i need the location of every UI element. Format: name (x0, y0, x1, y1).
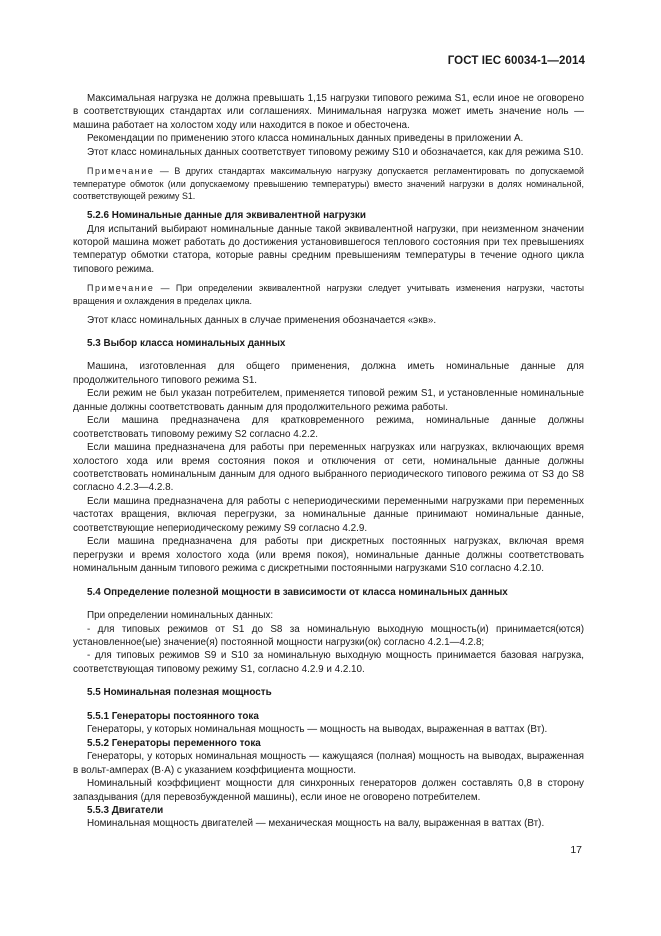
page-content (73, 92, 584, 831)
section-heading: 5.3 Выбор класса номинальных данных (87, 337, 286, 349)
note (73, 282, 584, 307)
paragraph: Этот класс номинальных данных в случае применения обозначается «экв». (87, 314, 437, 326)
paragraph: Номинальный коэффициент мощности для синхронных генераторов должен составлять 0,8 в сторону запаздывания (для перевозбужденной машины), если иное не оговорено потребителем. (73, 778, 584, 803)
note-label: Примечание (87, 166, 155, 177)
note-text: — В других стандартах максимальную нагрузку допускается регламентировать по допускаемой температуре обмоток (или допускаемому превышению температуры) вместо значений нагрузки в долях номинальной, соответствующей режиму S1. (73, 166, 584, 202)
section-heading: 5.2.6 Номинальные данные для эквивалентной нагрузки (87, 210, 366, 222)
document-header: ГОСТ IEC 60034-1—2014 (447, 55, 585, 67)
paragraph: Если машина предназначена для работы с непериодическими переменными нагрузками при переменных частотах вращения, включая перегрузки, за номинальные данные принимают номинальные данные, соответствующие непериодическому режиму S9 согласно 4.2.9. (73, 495, 584, 534)
paragraph: Этот класс номинальных данных соответствует типовому режиму S10 и обозначается, как для режима S10. (87, 146, 584, 158)
paragraph: Рекомендации по применению этого класса номинальных данных приведены в приложении А. (87, 133, 524, 145)
subsection-heading: 5.5.2 Генераторы переменного тока (87, 737, 261, 749)
paragraph: Машина, изготовленная для общего применения, должна иметь номинальные данные для продолжительного типового режима S1. (73, 361, 584, 386)
list-item: - для типовых режимов от S1 до S8 за номинальную выходную мощность(и) принимается(ются) установленное(ые) значение(я) постоянной мощности нагрузки(ок) согласно 4.2.1—4.2.8; (73, 623, 584, 649)
paragraph: Максимальная нагрузка не должна превышать 1,15 нагрузки типового режима S1, если иное не оговорено в соответствующих стандартах или соглашениях. Минимальная нагрузка может иметь значение ноль — машина работает на холостом ходу или находится в покое и обесточена. (73, 93, 584, 131)
section-heading: 5.4 Определение полезной мощности в зависимости от класса номинальных данных (87, 586, 508, 598)
note-text: — При определении эквивалентной нагрузки следует учитывать изменения нагрузки, частоты вращения и охлаждения в пределах цикла. (73, 283, 584, 306)
paragraph: Номинальная мощность двигателей — механическая мощность на валу, выраженная в ваттах (Вт). (87, 818, 545, 830)
subsection-heading: 5.5.3 Двигатели (87, 805, 164, 816)
paragraph: Генераторы, у которых номинальная мощность — мощность на выводах, выраженная в ваттах (Вт). (87, 724, 548, 736)
paragraph: Если машина предназначена для работы при переменных нагрузках или нагрузках, включающих время холостого хода или время состояния покоя и отключения от сети, номинальные данные должны соответствовать номинальным данным для одного выбранного периодического типового режима от S3 до S8 согласно 4.2.3—4.2.8. (73, 442, 584, 494)
section-heading: 5.5 Номинальная полезная мощность (87, 687, 272, 699)
note-label: Примечание (87, 283, 155, 294)
paragraph: Если машина предназначена для кратковременного режима, номинальные данные должны соответствовать типовому режиму S2 согласно 4.2.2. (73, 415, 584, 440)
paragraph: Для испытаний выбирают номинальные данные такой эквивалентной нагрузки, при неизменном значении которой машина может работать до достижения установившегося теплового состояния при тех превышениях температур обмотки статора, которые равны средним превышениям температуры в течение одного цикла типового режима. (73, 223, 584, 275)
list-item: - для типовых режимов S9 и S10 за номинальную выходную мощность принимается базовая нагрузка, соответствующая типовому режиму S1, согласно 4.2.9 и 4.2.10. (73, 650, 584, 675)
paragraph: Генераторы, у которых номинальная мощность — кажущаяся (полная) мощность на выводах, выраженная в вольт-амперах (В·А) с указанием коэффициента мощности. (73, 751, 584, 776)
note (73, 165, 584, 203)
paragraph: Если режим не был указан потребителем, применяется типовой режим S1, и установленные номинальные данные должны соответствовать данным для продолжительного режима работы. (73, 388, 584, 413)
paragraph: Если машина предназначена для работы при дискретных постоянных нагрузках, включая время перегрузки и время холостого хода (или время покоя), номинальные данные должны соответствовать номинальным данным типового режима с дискретными постоянными нагрузками S10 согласно 4.2.10. (73, 536, 584, 575)
subsection-heading: 5.5.1 Генераторы постоянного тока (87, 710, 259, 722)
page-number: 17 (570, 844, 582, 856)
paragraph: При определении номинальных данных: (87, 610, 274, 622)
